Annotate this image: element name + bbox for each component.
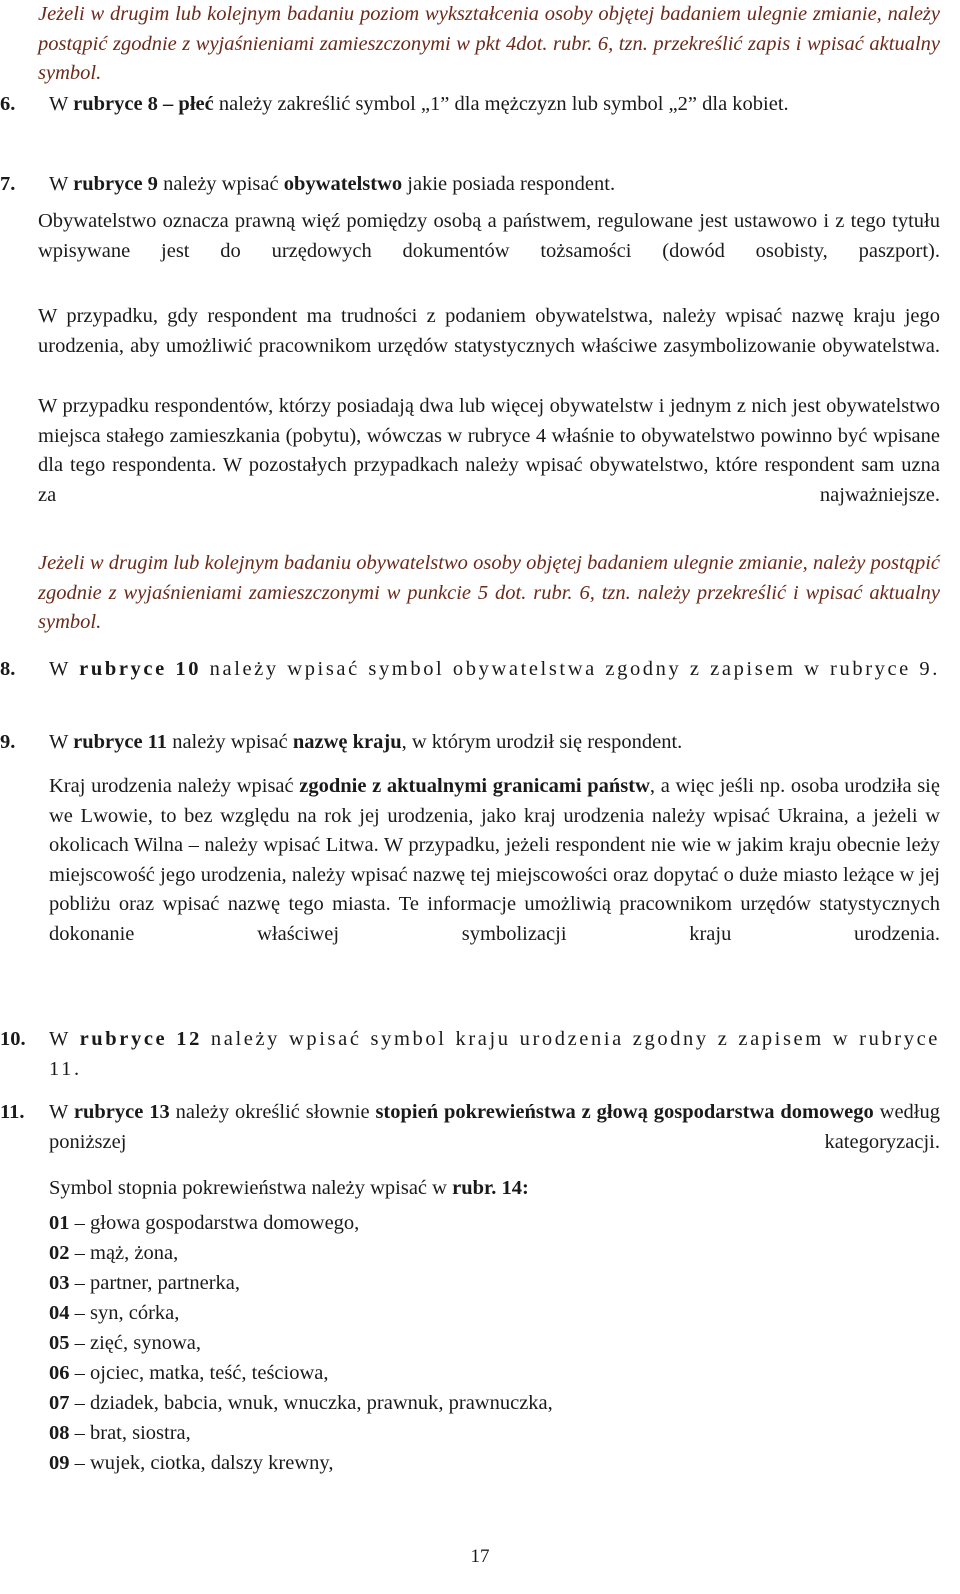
- item-11-bold-rubric: rubryce 13: [73, 1101, 170, 1123]
- item-7-number: 7.: [0, 173, 16, 195]
- paragraph-dual-citizenship: W przypadku respondentów, którzy posiadają dwa lub więcej obywatelstw i jednym z nich jest obywatelstwo miejsca stałego zamieszkania (pobytu), wówczas w rubryce 4 właśnie to obywatelstwo powinno być wpisane dla tego respondenta. W pozostałych przypadkach należy wpisać obywatelstwo, które respondent sam uzna za najważniejsze.: [38, 395, 940, 506]
- paragraph-citizenship-difficulty: W przypadku, gdy respondent ma trudności z podaniem obywatelstwa, należy wpisać nazwę kraju jego urodzenia, aby umożliwić pracownikom urzędów statystycznych właściwe zasymbolizowanie obywatelstwa.: [38, 305, 940, 357]
- code-label: – głowa gospodarstwa domowego,: [69, 1212, 360, 1234]
- item-8: [0, 655, 941, 714]
- code-number: 07: [49, 1392, 70, 1414]
- paragraph-citizenship-definition: Obywatelstwo oznacza prawną więź pomiędzy osobą a państwem, regulowane jest ustawowo i z tego tytułu wpisywane jest do urzędowych dokumentów tożsamości (dowód osobisty, paszport).: [38, 210, 940, 262]
- paragraph-citizenship-change: Jeżeli w drugim lub kolejnym badaniu obywatelstwo osoby objętej badaniem ulegnie zmianie, należy postąpić zgodnie z wyjaśnieniami zamieszczonymi w punkcie 5 dot. rubr. 6, tzn. należy przekreślić i wpisać aktualny symbol.: [38, 552, 940, 633]
- list-item: [49, 1208, 553, 1238]
- code-number: 04: [49, 1302, 70, 1324]
- item-7-bold-rubric: rubryce 9: [73, 173, 158, 195]
- birth-country-bold: zgodnie z aktualnymi granicami państw: [299, 775, 650, 797]
- item-7-text-rest: jakie posiada respondent.: [402, 173, 616, 195]
- item-7-bold-term: obywatelstwo: [283, 173, 403, 195]
- item-10-text: W: [49, 1028, 80, 1050]
- item-11-text-rest: według poniższej kategoryzacji.: [49, 1101, 940, 1153]
- item-6-text: W: [49, 93, 74, 115]
- code-label: – zięć, synowa,: [69, 1332, 201, 1354]
- item-9-text-rest: , w którym urodził się respondent.: [401, 731, 683, 753]
- code-label: – ojciec, matka, teść, teściowa,: [69, 1362, 329, 1384]
- code-number: 02: [49, 1242, 70, 1264]
- item-9-text-mid: należy wpisać: [167, 731, 293, 753]
- item-9-number: 9.: [0, 731, 16, 753]
- item-6: [0, 90, 940, 120]
- list-item: [49, 1358, 553, 1388]
- item-7: [0, 170, 940, 200]
- code-number: 03: [49, 1272, 70, 1294]
- code-label: – mąż, żona,: [69, 1242, 179, 1264]
- code-number: 08: [49, 1422, 70, 1444]
- code-number: 06: [49, 1362, 70, 1384]
- item-6-text-rest: należy zakreślić symbol „1” dla mężczyzn lub symbol „2” dla kobiet.: [213, 93, 789, 115]
- relationship-symbol-bold: rubr. 14:: [452, 1177, 529, 1199]
- code-label: – wujek, ciotka, dalszy krewny,: [69, 1452, 334, 1474]
- list-item: [49, 1418, 553, 1448]
- list-item: [49, 1238, 553, 1268]
- item-9: [0, 728, 940, 758]
- item-11-number: 11.: [0, 1101, 25, 1123]
- code-number: 05: [49, 1332, 70, 1354]
- item-10-text-rest: należy wpisać symbol kraju urodzenia zgodny z zapisem w rubryce 11.: [49, 1028, 940, 1080]
- birth-country-text-rest: , a więc jeśli np. osoba urodziła się we Lwowie, to bez względu na rok jej urodzenia, jako kraj urodzenia należy wpisać Ukraina, a jeżeli w okolicach Wilna – należy wpisać Litwa. W przypadku, jeżeli respondent nie wie w jakim kraju obecnie leży miejscowość jego urodzenia, należy wpisać nazwę tej miejscowości oraz dopytać o duże miasto leżące w jej pobliżu oraz wpisać nazwę tego miasta. Te informacje umożliwią pracownikom urzędów statystycznych dokonanie właściwej symbolizacji kraju urodzenia.: [49, 775, 940, 945]
- paragraph-relationship-symbol: [49, 1174, 940, 1204]
- birth-country-text: Kraj urodzenia należy wpisać: [49, 775, 300, 797]
- relationship-code-list: [49, 1208, 553, 1478]
- item-11-text-mid: należy określić słownie: [169, 1101, 376, 1123]
- item-9-text: W: [49, 731, 74, 753]
- item-8-number: 8.: [0, 658, 16, 680]
- item-9-bold-term: nazwę kraju: [292, 731, 402, 753]
- code-number: 09: [49, 1452, 70, 1474]
- item-6-number: 6.: [0, 93, 16, 115]
- item-10-bold: rubryce 12: [79, 1028, 202, 1050]
- list-item: [49, 1448, 553, 1478]
- code-label: – brat, siostra,: [69, 1422, 191, 1444]
- item-8-text: W: [49, 658, 80, 680]
- list-item: [49, 1268, 553, 1298]
- page-number: 17: [470, 1546, 490, 1567]
- item-7-text: W: [49, 173, 74, 195]
- item-8-text-rest: należy wpisać symbol obywatelstwa zgodny z zapisem w rubryce 9.: [201, 658, 941, 680]
- item-8-bold: rubryce 10: [79, 658, 202, 680]
- code-label: – dziadek, babcia, wnuk, wnuczka, prawnuk, prawnuczka,: [69, 1392, 553, 1414]
- list-item: [49, 1328, 553, 1358]
- item-11-bold-term: stopień pokrewieństwa z głową gospodarstwa domowego: [375, 1101, 874, 1123]
- item-11-text: W: [49, 1101, 74, 1123]
- list-item: [49, 1388, 553, 1418]
- paragraph-birth-country: [49, 772, 940, 979]
- code-label: – partner, partnerka,: [69, 1272, 240, 1294]
- item-10-number: 10.: [0, 1028, 26, 1050]
- paragraph-education-change: Jeżeli w drugim lub kolejnym badaniu poziom wykształcenia osoby objętej badaniem ulegnie zmianie, należy postąpić zgodnie z wyjaśnieniami zamieszczonymi w pkt 4dot. rubr. 6, tzn. przekreślić zapis i wpisać aktualny symbol.: [38, 3, 940, 84]
- item-6-bold: rubryce 8 – płeć: [73, 93, 214, 115]
- item-7-text-mid: należy wpisać: [157, 173, 284, 195]
- item-9-bold-rubric: rubryce 11: [73, 731, 168, 753]
- code-number: 01: [49, 1212, 70, 1234]
- code-label: – syn, córka,: [69, 1302, 180, 1324]
- relationship-symbol-text: Symbol stopnia pokrewieństwa należy wpisać w: [49, 1177, 453, 1199]
- list-item: [49, 1298, 553, 1328]
